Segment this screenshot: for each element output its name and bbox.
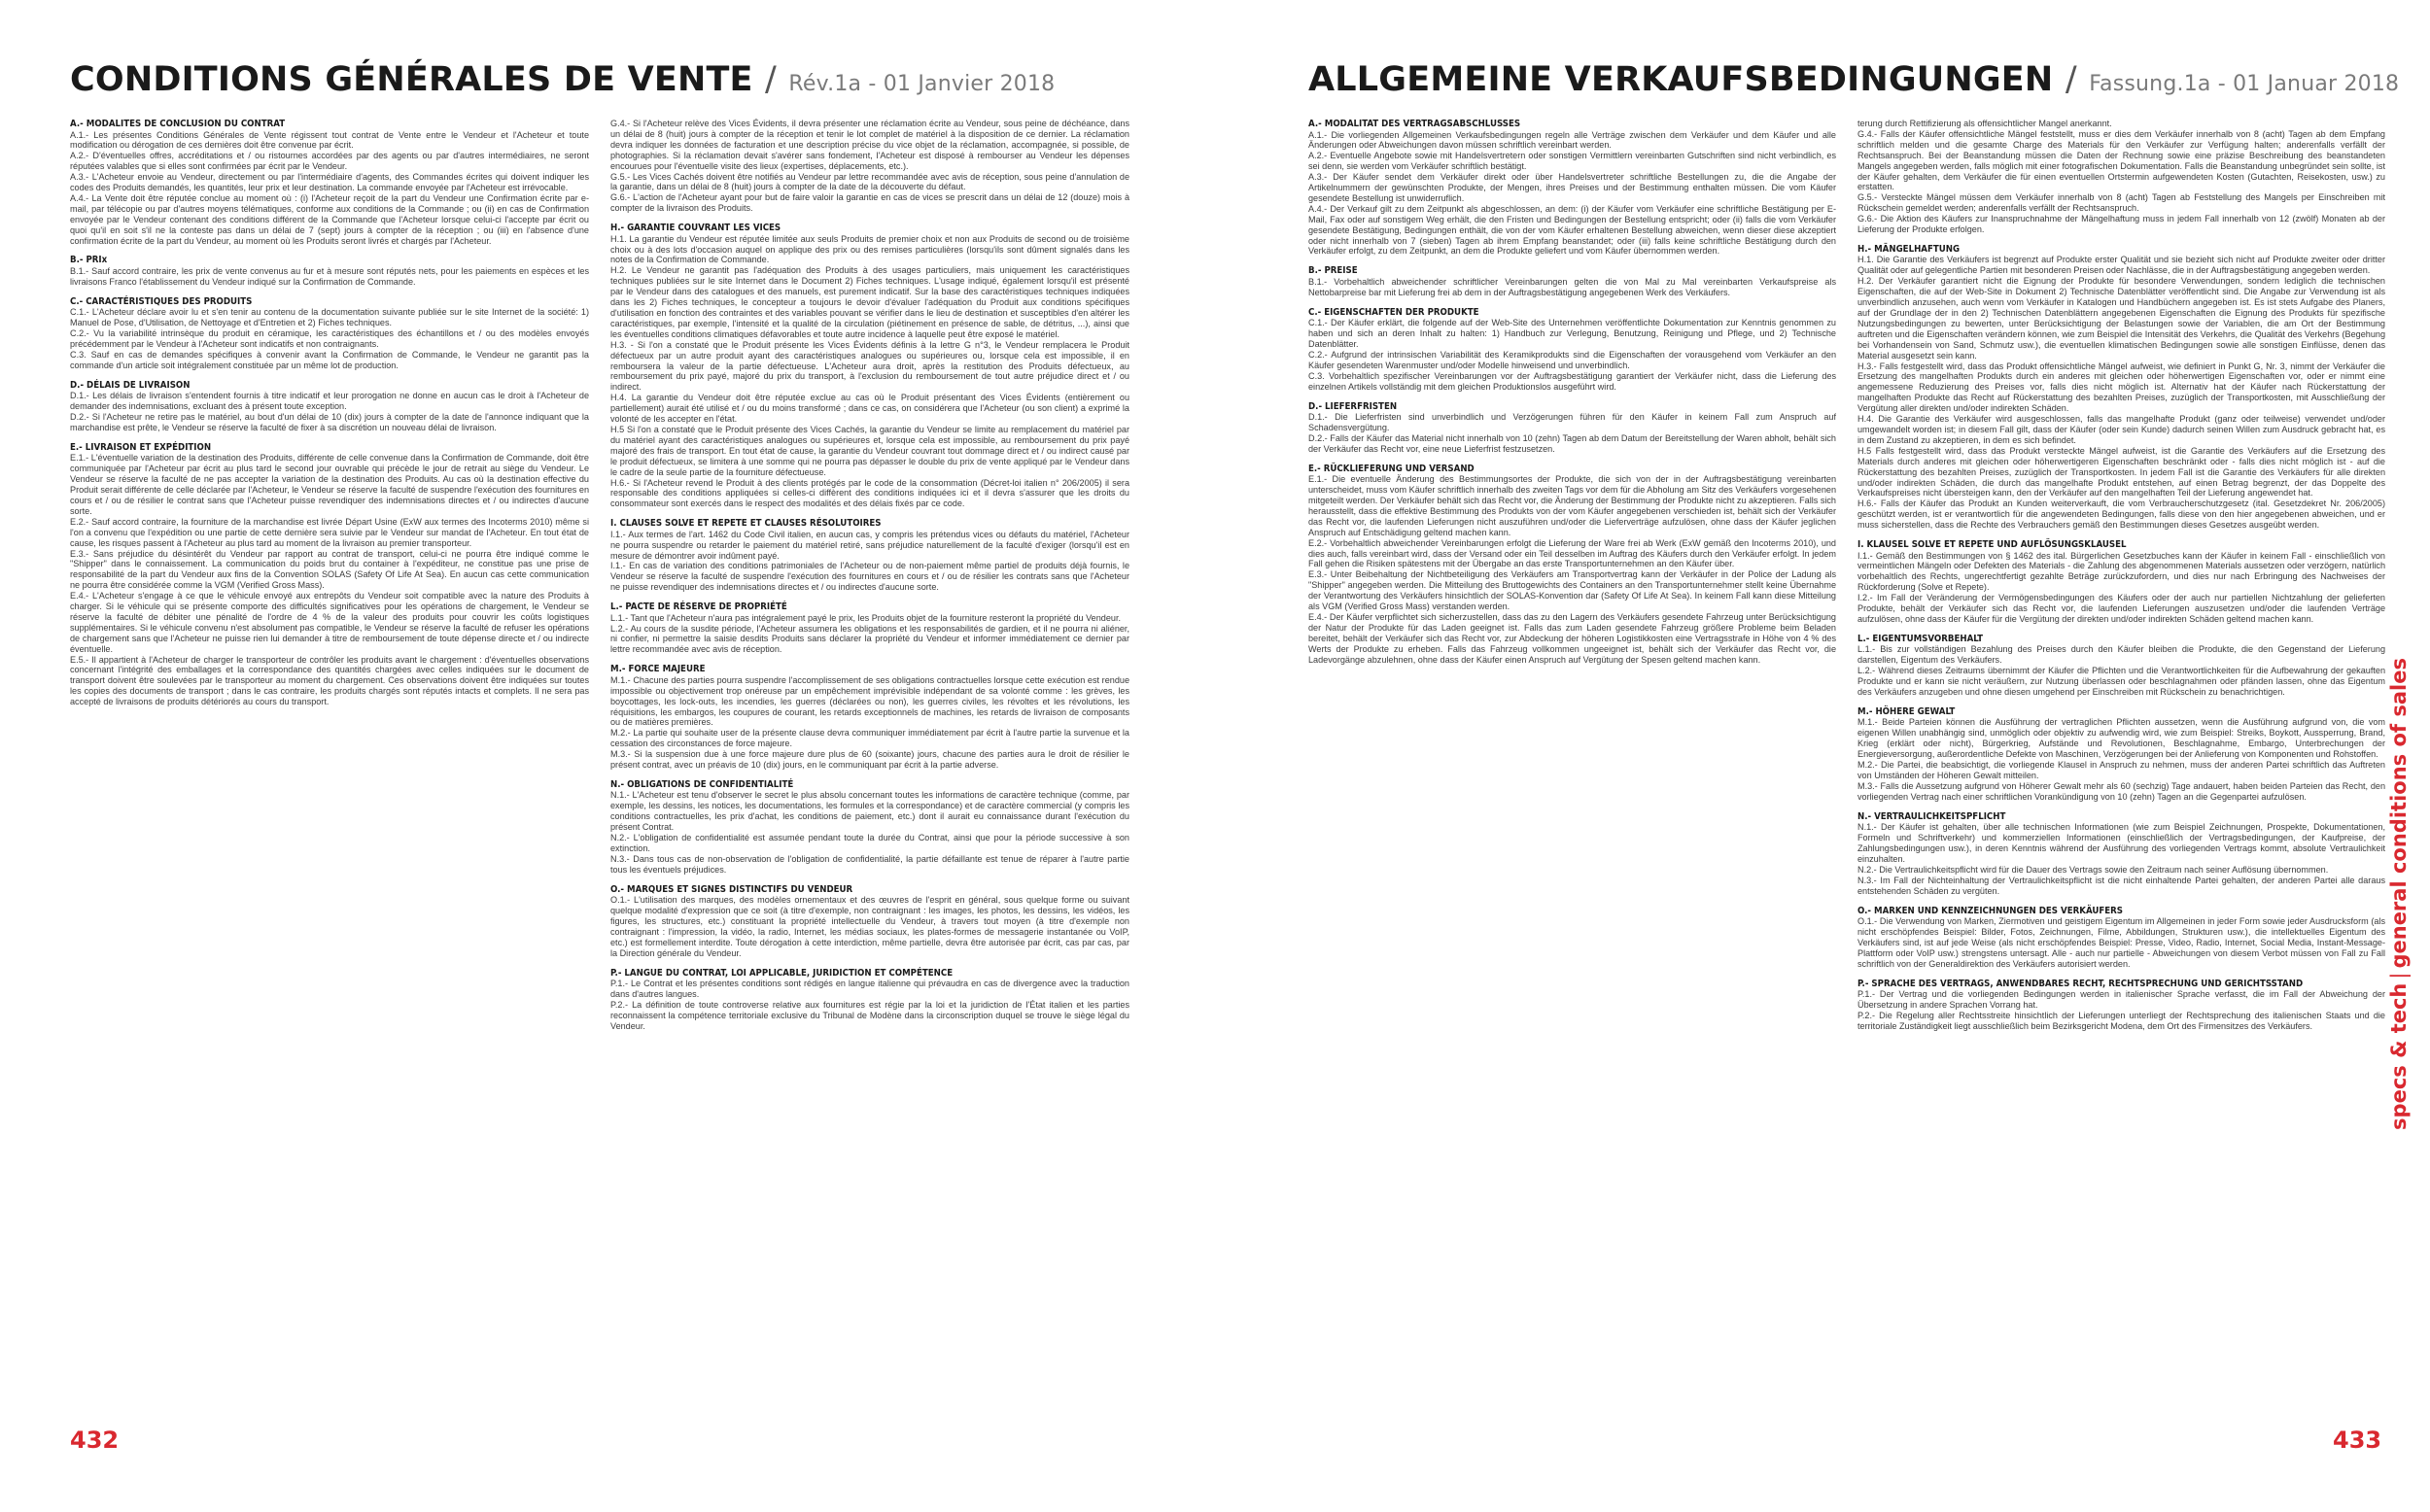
page-number: 433 xyxy=(2333,1426,2382,1454)
column-2 xyxy=(610,119,1129,1382)
clause-section xyxy=(610,601,1129,655)
clause-section xyxy=(1857,634,2385,698)
clause-body: H.1. La garantie du Vendeur est réputée limitée aux seuls Produits de premier choix et non aux Produits de second ou de troisième choix ou à des lots d'occasion auquel on applique des prix ou des remises particulières (lorsqu'ils sont dûment signalés dans les notes de la Confirmation de Commande. H.2. Le Vendeur ne garantit pas l'adéquation des Produits à des usages particuliers, mais uniquement les caractéristiques techniques publiées sur le site Internet dans le Document 2) Fiches techniques. L'usage indiqué, également lorsqu'il est présenté par le Vendeur dans des catalogues et des manuels, est purement indicatif. Sur la base des caractéristiques techniques indiquées dans les 2) Fiches techniques, le concepteur a toujours le devoir d'évaluer l'adéquation du Produit aux conditions spécifiques d'utilisation en fonction des contraintes et des variables pouvant se vérifier dans le lieu de destination et susceptibles d'en altérer les caractéristiques, par exemple, l'intensité et la qualité de la circulation (piétinement en présence de sable, de détritus, ...), ainsi que les éventuelles conditions climatiques défavorables et toute autre incidence à laquelle peut être exposé le matériel. H.3. - Si l'on a constaté que le Produit présente les Vices Évidents définis à la lettre G n°3, le Vendeur remplacera le Produit défectueux par un autre produit ayant des caractéristiques analogues ou supérieures ou, lorsque cela est impossible, il en remboursera la valeur de la partie défectueuse. L'Acheteur aura droit, après la restitution des Produits défectueux, au remboursement du prix payé, majoré du prix du transport, à l'exclusion du remboursement de tout autre préjudice direct et / ou indirect. H.4. La garantie du Vendeur doit être réputée exclue au cas où le Produit présentant des Vices Évidents (entièrement ou partiellement) aurait été utilisé et / ou du moins transformé ; dans ce cas, on considérera que l'Acheteur (ou son client) a exprimé la volonté de les accepter en l'état. H.5 Si l'on a constaté que le Produit présente des Vices Cachés, la garantie du Vendeur se limite au remplacement du matériel par du matériel ayant des caractéristiques analogues ou supérieures et, lorsque cela est impossible, au remboursement du prix payé majoré des frais de transport. En tout état de cause, la garantie du Vendeur couvrant tout dommage direct et / ou indirect causé par le produit défectueux, se limitera à une somme qui ne pourra pas dépasser le double du prix de vente appliqué par le Vendeur dans le cadre de la seule partie de la fourniture défectueuse. H.6.- Si l'Acheteur revend le Produit à des clients protégés par le code de la consommation (Décret-loi italien n° 206/2005) il sera responsable des conditions appliquées si celles-ci diffèrent des conditions indiquées ici et il devra s'assurer que les droits du consommateur sont exercés dans le respect des modalités et des délais fixés par ce code. xyxy=(610,233,1129,509)
clause-section xyxy=(610,664,1129,771)
clause-section xyxy=(1857,979,2385,1032)
clause-body: L.1.- Bis zur vollständigen Bezahlung des Preises durch den Käufer bleiben die Produkte, die den Gegenstand der Lieferung darstellen, Eigentum des Verkäufers. L.2.- Während dieses Zeitraums übernimmt der Käufer die Pflichten und die Verantwortlichkeiten für die Aufbewahrung der gekauften Produkte und er kann sie nicht veräußern, zur Nutzung überlassen oder beschlagnahmen oder pfänden lassen, ohne das Eigentum des Verkäufers anzugeben und ohne diesen umgehend per Einschreiben mit Rückschein zu benachrichtigen. xyxy=(1857,644,2385,697)
clause-heading: M.- HÖHERE GEWALT xyxy=(1857,705,1956,717)
clause-body: E.1.- L'éventuelle variation de la destination des Produits, différente de celle convenue dans la Confirmation de Commande, doit être communiquée par l'Acheteur par écrit au plus tard le second jour ouvrable qui précède le jour de retrait au siège du Vendeur. Le Vendeur se réserve la faculté de ne pas accepter la variation de la destination des Produits. Au cas où la destination effective du Produit serait différente de celle déclarée par l'Acheteur, le Vendeur se réserve la faculté de suspendre l'exécution des fournitures en cours et / ou de résilier le contrat sans que l'Acheteur puisse revendiquer des indemnisations directes et / ou indirectes d'aucune sorte. E.2.- Sauf accord contraire, la fourniture de la marchandise est livrée Départ Usine (ExW aux termes des Incoterms 2010) même si l'on a convenu que l'expédition ou une partie de cette dernière sera suivie par le Vendeur sur mandat de l'Acheteur. En tout état de cause, les risques passent à l'Acheteur au plus tard au moment de la livraison au premier transporteur. E.3.- Sans préjudice du désintérêt du Vendeur par rapport au contrat de transport, celui-ci ne pourra être indiqué comme le "Shipper" dans le connaissement. La communication du poids brut du container à l'expéditeur, ne constitue pas une prise de responsabilité de la part du Vendeur aux fins de la Convention SOLAS (Safety Of Life At Sea). En aucun cas cette communication ne pourra être considérée comme la VGM (Verified Gross Mass). E.4.- L'Acheteur s'engage à ce que le véhicule envoyé aux entrepôts du Vendeur soit compatible avec la nature des Produits à charger. Si le véhicule qui se présente comporte des difficultés significatives pour les opérations de chargement, le Vendeur se réserve la faculté de débiter une pénalité de l'ordre de 4 % de la valeur des produits pour couvrir les coûts logistiques supplémentaires. Si le véhicule convenu n'est absolument pas compatible, le Vendeur se réserve la faculté de refuser les opérations de chargement sans que l'Acheteur ne puisse rien lui demander à titre de remboursement de toute dépense directe et / ou indirecte éventuelle. E.5.- Il appartient à l'Acheteur de charger le transporteur de contrôler les produits avant le chargement : d'éventuelles observations concernant l'intégrité des emballages et la correspondance des quantités chargées avec celles indiquées sur le document de transport doivent être soulevées par le transporteur au moment du chargement. Ces observations doivent être indiquées sur toutes les copies des documents de transport ; dans le cas contraire, les produits chargés sont réputés intacts et complets. Il ne sera pas accepté de livraisons de produits détériorés au cours du transport. xyxy=(70,453,589,707)
clause-section xyxy=(1857,539,2385,625)
clause-heading: I. KLAUSEL SOLVE ET REPETE UND AUFLÖSUNGSKLAUSEL xyxy=(1857,539,2127,551)
clause-body: D.1.- Die Lieferfristen sind unverbindlich und Verzögerungen führen für den Käufer in keinem Fall zum Anspruch auf Schadensvergütung. D.2.- Falls der Käufer das Material nicht innerhalb von 10 (zehn) Tagen ab dem Datum der Bereitstellung der Waren abholt, behält sich der Verkäufer das Recht vor, eine neue Lieferfrist festzusetzen. xyxy=(1308,412,1836,454)
clause-body: H.1. Die Garantie des Verkäufers ist begrenzt auf Produkte erster Qualität und sie bezieht sich nicht auf Produkte zweiter oder dritter Qualität oder auf gelegentliche Partien mit besonderen Preisen oder Nachlässe, die in der Auftragsbestätigung angegeben werden. H.2. Der Verkäufer garantiert nicht die Eignung der Produkte für besondere Verwendungen, sondern lediglich die technischen Eigenschaften, die auf der Web-Site in Dokument 2) Technische Datenblätter veröffentlicht sind. Die Angabe zur Verwendung ist als unverbindlich anzusehen, auch wenn vom Verkäufer in Katalogen und Handbüchern angegeben ist. Es ist stets Aufgabe des Planers, auf der Grundlage der in den 2) Technischen Datenblättern angegebenen Eigenschaften die Eignung des Produkts für spezifische Nutzungsbedingungen zu bewerten, unter Berücksichtigung der Belastungen sowie der Variablen, die am Ort der Bestimmung auftreten und die Eigenschaften verändern können, wie zum Beispiel die Intensität des Verkehrs, die Qualität des Verkehrs (Begehung bei Vorhandensein von Sand, Schmutz usw.), die eventuellen klimatischen Bedingungen sowie alle sonstigen Einflüsse, denen das Material ausgesetzt sein kann. H.3.- Falls festgestellt wird, dass das Produkt offensichtliche Mängel aufweist, wie definiert in Punkt G, Nr. 3, nimmt der Verkäufer die Ersetzung des mangelhaften Produkts durch ein anderes mit gleichen oder höherwertigen Eigenschaften vor, oder er nimmt eine angemessene Reduzierung des Preises vor, falls dies nicht möglich ist. Alternativ hat der Käufer nach Rückerstattung der mangelhaften Produkte das Recht auf Rückerstattung des bezahlten Preises, zuzüglich der Transportkosten, mit Ausschließung der Vergütung aller direkten und/oder indirekten Schäden. H.4. Die Garantie des Verkäufer wird ausgeschlossen, falls das mangelhafte Produkt (ganz oder teilweise) verwendet und/oder umgewandelt worden ist; in diesem Fall gilt, dass der Käufer (oder sein Kunde) dadurch seinen Willen zum Ausdruck gebracht hat, es in dem Zustand zu akzeptieren, in dem es sich befindet. H.5 Falls festgestellt wird, dass das Produkt versteckte Mängel aufweist, ist die Garantie des Verkäufers auf die Ersetzung des Materials durch anderes mit gleichen oder höherwertigeren Eigenschaften beschränkt oder - falls dies nicht möglich ist - auf die Rückerstattung des bezahlten Preises, zuzüglich der Transportkosten. In jedem Fall ist die Garantie des Verkäufers für alle direkten und/oder indirekten Schäden, die durch das mangelhafte Produkt entstehen, auf einen Betrag begrenzt, der das Doppelte des Verkaufspreises nicht übersteigen kann, den der Verkäufer auf den mangelhaften Teil der Lieferung angewendet hat. H.6.- Falls der Käufer das Produkt an Kunden weiterverkauft, die vom Verbraucherschutzgesetz (ital. Gesetzdekret Nr. 206/2005) geschützt werden, ist er verantwortlich für die angewendeten Bedingungen, falls diese von den hier angegebenen abweichen, und er muss sicherstellen, dass die Rechte des Verbrauchers gemäß den Bestimmungen dieses Gesetzes ausgeübt werden. xyxy=(1857,255,2385,531)
clause-section xyxy=(1308,265,1836,297)
page-title-de xyxy=(1308,60,2399,99)
clause-heading: E.- LIVRAISON ET EXPÉDITION xyxy=(70,441,212,453)
clause-section xyxy=(1308,401,1836,455)
clause-section xyxy=(1857,811,2385,897)
clause-body: P.1.- Le Contrat et les présentes conditions sont rédigés en langue italienne qui prévaudra en cas de divergence avec la traduction dans d'autres langues. P.2.- La définition de toute controverse relative aux fournitures est régie par la loi et la juridiction de l'État italien et les parties reconnaissent la compétence territoriale exclusive du Tribunal de Modène dans la circonscription duquel se trouve le siège légal du Vendeur. xyxy=(610,979,1129,1031)
revision-label: Rév.1a - 01 Janvier 2018 xyxy=(788,72,1056,96)
side-tab xyxy=(2385,602,2413,1186)
title-text: ALLGEMEINE VERKAUFSBEDINGUNGEN xyxy=(1308,60,2054,99)
clause-body: M.1.- Chacune des parties pourra suspendre l'accomplissement de ses obligations contractuelles lorsque cette exécution est rendue impossible ou objectivement trop onéreuse par un empêchement imprévisible indépendant de sa volonté comme : les grèves, les boycottages, les lock-outs, les incendies, les guerres (déclarées ou non), les guerres civiles, les révoltes et les révolutions, les réquisitions, les embargos, les coupures de courant, les retards exceptionnels de machines, les retards de livraison de composants ou de matières premières. M.2.- La partie qui souhaite user de la présente clause devra communiquer immédiatement par écrit à l'autre partie la survenue et la cessation des circonstances de force majeure. M.3.- Si la suspension due à une force majeure dure plus de 60 (soixante) jours, chacune des parties aura le droit de résilier le présent contrat, avec un préavis de 10 (dix) jours, en le communiquant par écrit à la partie adverse. xyxy=(610,674,1129,771)
clause-body: terung durch Rettifizierung als offensichtlicher Mangel anerkannt. G.4.- Falls der Käufer offensichtliche Mängel feststellt, muss er dies dem Verkäufer innerhalb von 8 (acht) Tagen ab dem Empfang schriftlich melden und die gesamte Charge des Materials für den Verkäufer zur Verfügung halten; anderenfalls verfällt der Rechtsanspruch. Bei der Beanstandung müssen die Daten der Rechnung sowie eine präzise Beschreibung des beanstandeten Mangels angegeben werden, falls möglich mit einer fotografischen Dokumentation. Falls die Beanstandung unbegründet sein sollte, ist der Käufer gehalten, dem Verkäufer die für einen eventuellen Ortstermin aufgewendeten Kosten (Gutachten, Reisekosten, usw.) zu erstatten. G.5.- Versteckte Mängel müssen dem Verkäufer innerhalb von 8 (acht) Tagen ab Feststellung des Mangels per Einschreiben mit Rückschein gemeldet werden; anderenfalls verfällt der Rechtsanspruch. G.6.- Die Aktion des Käufers zur Inanspruchnahme der Mängelhaftung muss in jedem Fall innerhalb von 12 (zwölf) Monaten ab der Lieferung der Produkte erfolgen. xyxy=(1857,119,2385,235)
side-tab-secondary: general conditions of sales xyxy=(2387,658,2411,969)
clause-section xyxy=(610,223,1129,509)
clause-body: I.1.- Aux termes de l'art. 1462 du Code Civil italien, en aucun cas, y compris les prétendus vices ou défauts du matériel, l'Acheteur ne pourra suspendre ou retarder le paiement du matériel retiré, sans préjudice naturellement de la faculté d'exiger (lorsqu'il est en mesure de démontrer avoir indûment payé. I.1.- En cas de variation des conditions patrimoniales de l'Acheteur ou de non-paiement même partiel de produits déjà fournis, le Vendeur se réserve la faculté de suspendre l'exécution des fournitures en cours et / ou de résilier les contrats sans que l'Acheteur ne puisse revendiquer des indemnisations directes et / ou indirectes d'aucune sorte. xyxy=(610,529,1129,593)
clause-body: D.1.- Les délais de livraison s'entendent fournis à titre indicatif et leur prorogation ne donne en aucun cas le droit à l'Acheteur de demander des indemnisations, excluant des à présent toute exception. D.2.- Si l'Acheteur ne retire pas le matériel, au bout d'un délai de 10 (dix) jours à compter de la date de l'annonce indiquant que la marchandise est prête, le Vendeur se réserve la faculté de fixer à sa discrétion un nouveau délai de livraison. xyxy=(70,391,589,432)
clause-body: B.1.- Sauf accord contraire, les prix de vente convenus au fur et à mesure sont réputés nets, pour les paiements en espèces et les livraisons Franco l'établissement du Vendeur indiqué sur la Confirmation de Commande. xyxy=(70,265,589,287)
clause-body: P.1.- Der Vertrag und die vorliegenden Bedingungen werden in italienischer Sprache verfasst, die im Fall der Abweichung der Übersetzung in andere Sprachen Vorrang hat. P.2.- Die Regelung aller Rechtsstreite hinsichtlich der Lieferungen unterliegt der Rechtsprechung des italienischen Staats und die territoriale Zuständigkeit liegt ausschließlich beim Bezirksgericht Modena, dem Ort des Firmensitzes des Verkäufers. xyxy=(1857,989,2385,1031)
clause-body: B.1.- Vorbehaltlich abweichender schriftlicher Vereinbarungen gelten die von Mal zu Mal vereinbarten Verkaufspreise als Nettobarpreise bar mit Lieferung frei ab dem in der Auftragsbestätigung angegebenen Werk des Verkäufers. xyxy=(1308,276,1836,297)
clause-heading: D.- LIEFERFRISTEN xyxy=(1308,400,1398,412)
side-tab-separator: | xyxy=(2387,972,2411,979)
title-separator: / xyxy=(2065,60,2077,99)
clause-heading: B.- PREISE xyxy=(1308,265,1358,277)
text-columns xyxy=(70,119,1129,1382)
clause-section xyxy=(1857,244,2385,531)
clause-section xyxy=(610,779,1129,876)
clause-body: L.1.- Tant que l'Acheteur n'aura pas intégralement payé le prix, les Produits objet de la fourniture resteront la propriété du Vendeur. L.2.- Au cours de la susdite période, l'Acheteur assumera les obligations et les responsabilités de gardien, et il ne pourra ni aliéner, ni confier, ni permettre la saisie desdits Produits sans déclarer la propriété du Vendeur et informer immédiatement ce dernier par lettre recommandée avec avis de réception. xyxy=(610,612,1129,655)
clause-heading: M.- FORCE MAJEURE xyxy=(610,664,706,675)
clause-heading: L.- PACTE DE RÉSERVE DE PROPRIÉTÉ xyxy=(610,601,787,613)
clause-heading: O.- MARKEN UND KENNZEICHNUNGEN DES VERKÄUFERS xyxy=(1857,905,2123,916)
clause-body: C.1.- L'Acheteur déclare avoir lu et s'en tenir au contenu de la documentation suivante publiée sur le site Internet de la société: 1) Manuel de Pose, d'Utilisation, de Nettoyage et d'Entretien et 2) Fiches techniques. C.2.- Vu la variabilité intrinsèque du produit en céramique, les caractéristiques des échantillons et / ou des modèles envoyés précédemment par le Vendeur à l'Acheteur sont indicatifs et non contraignants. C.3. Sauf en cas de demandes spécifiques à convenir avant la Confirmation de Commande, le Vendeur ne garantit pas la commande d'un article soit intégralement constituée par un même lot de production. xyxy=(70,307,589,370)
clause-section xyxy=(1308,307,1836,393)
column-2 xyxy=(1857,119,2385,1382)
clause-section xyxy=(1857,706,2385,803)
clause-heading: P.- LANGUE DU CONTRAT, LOI APPLICABLE, JURIDICTION ET COMPÉTENCE xyxy=(610,967,954,979)
revision-label: Fassung.1a - 01 Januar 2018 xyxy=(2089,72,2400,96)
clause-heading: L.- EIGENTUMSVORBEHALT xyxy=(1857,633,1984,644)
column-1 xyxy=(1308,119,1836,1382)
clause-body: M.1.- Beide Parteien können die Ausführung der vertraglichen Pflichten aussetzen, wenn die Ausführung aufgrund von, die vom eigenen Willen unabhängig sind, unmöglich oder objektiv zu aufwendig wird, wie zum Beispiel: Streiks, Boykott, Aussperrung, Brand, Krieg (erklärt oder nicht), Bürgerkrieg, Aufstände und Revolutionen, Beschlagnahme, Embargo, Unterbrechungen der Energieversorgung, außerordentliche Defekte von Maschinen, Verzögerungen bei der Anlieferung von Komponenten und Rohstoffen. M.2.- Die Partei, die beabsichtigt, die vorliegende Klausel in Anspruch zu nehmen, muss der anderen Partei schriftlich das Auftreten von Umständen der Höheren Gewalt mitteilen. M.3.- Falls die Aussetzung aufgrund von Höherer Gewalt mehr als 60 (sechzig) Tage andauert, haben beiden Parteien das Recht, den vorliegenden Vertrag nach einer schriftlichen Vorankündigung von 10 (zehn) Tagen an die Gegenpartei aufzulösen. xyxy=(1857,717,2385,802)
clause-heading: O.- MARQUES ET SIGNES DISTINCTIFS DU VENDEUR xyxy=(610,883,853,895)
text-columns xyxy=(1308,119,2385,1382)
clause-section xyxy=(1857,119,2385,235)
clause-section xyxy=(1308,119,1836,257)
side-tab-label xyxy=(2387,658,2411,1130)
clause-body: O.1.- L'utilisation des marques, des modèles ornementaux et des œuvres de l'esprit en général, sous quelque forme ou suivant quelque modalité d'expression que ce soit (à titre d'exemple, non contraignant : les images, les photos, les dessins, les vidéos, les figures, les structures, etc.) constituant la propriété intellectuelle du Vendeur, à travers tout moyen (à titre d'exemple non contraignant : l'impression, la vidéo, la radio, Internet, les médias sociaux, les plates-formes de messagerie instantanée ou VoIP, etc.) est formellement interdite. Toute dérogation à cette interdiction, même partielle, devra être autorisée par écrit, cas par cas, par la Direction générale du Vendeur. xyxy=(610,895,1129,958)
clause-body: A.1.- Die vorliegenden Allgemeinen Verkaufsbedingungen regeln alle Verträge zwischen dem Verkäufer und dem Käufer und alle Änderungen oder Abweichungen davon müssen schriftlich vereinbart werden. A.2.- Eventuelle Angebote sowie mit Handelsvertretern oder sonstigen Vermittlern vereinbarten Gutschriften sind nicht verbindlich, es sei denn, sie werden vom Verkäufer schriftlich bestätigt. A.3.- Der Käufer sendet dem Verkäufer direkt oder über Handelsvertreter schriftliche Bestellungen zu, die die Angabe der Artikelnummern der gewünschten Produkte, der Mengen, ihres Preises und der Bestimmung enthalten müssen. Die vom Käufer gesendete Bestellung ist unwiderruflich. A.4.- Der Verkauf gilt zu dem Zeitpunkt als abgeschlossen, an dem: (i) der Käufer vom Verkäufer eine schriftliche Bestätigung per E-Mail, Fax oder auf sonstigem Weg erhält, die den Fristen und Bedingungen der Bestellung entspricht; oder (ii) falls die vom Verkäufer gesendete Bestätigung, Bedingungen enthält, die von der vom Käufer erhaltenen Bestellung abweichen, wenn dieser diese akzeptiert oder nicht innerhalb von 7 (sieben) Tagen ab ihrem Empfang beanstandet; oder (iii) falls keine schriftliche Bestätigung durch den Verkäufer erfolgt, zu dem Zeitpunkt, an dem die Produkte geliefert und vom Käufer übernommen werden. xyxy=(1308,129,1836,257)
clause-heading: B.- PRIx xyxy=(70,255,108,266)
clause-section xyxy=(70,442,589,707)
clause-heading: P.- SPRACHE DES VERTRAGS, ANWENDBARES RECHT, RECHTSPRECHUNG UND GERICHTSSTAND xyxy=(1857,978,2304,989)
clause-section xyxy=(610,518,1129,593)
clause-heading: D.- DÉLAIS DE LIVRAISON xyxy=(70,379,191,391)
clause-section xyxy=(610,884,1129,959)
clause-body: C.1.- Der Käufer erklärt, die folgende auf der Web-Site des Unternehmen veröffentlichte Dokumentation zur Kenntnis genommen zu haben und sich an deren Inhalt zu halten: 1) Handbuch zur Verlegung, Benutzung, Reinigung und Pflege, und 2) Technische Datenblätter. C.2.- Aufgrund der intrinsischen Variabilität des Keramikprodukts sind die Eigenschaften der vorausgehend vom Verkäufer an den Käufer gesendeten Warenmuster und/oder Modelle hinweisend und unverbindlich. C.3. Vorbehaltlich spezifischer Vereinbarungen vor der Auftragsbestätigung garantiert der Verkäufer nicht, dass die Lieferung des einzelnen Artikels vollständig mit dem gleichen Produktionslos ausgeführt wird. xyxy=(1308,318,1836,392)
clause-body: N.1.- Der Käufer ist gehalten, über alle technischen Informationen (wie zum Beispiel Zeichnungen, Prospekte, Dokumentationen, Formeln und Schriftverkehr) und kommerziellen Informationen (einschließlich der Vertragsbedingungen, der Kaufpreise, der Zahlungsbedingungen usw.), in deren Kenntnis während der Ausführung des vorliegenden Vertrags kommt, absolute Vertraulichkeit einzuhalten. N.2.- Die Vertraulichkeitspflicht wird für die Dauer des Vertrags sowie den Zeitraum nach seiner Auflösung übernommen. N.3.- Im Fall der Nichteinhaltung der Vertraulichkeitspflicht ist die nicht einhaltende Partei gehalten, der anderen Partei alle daraus entstehenden Schäden zu vergüten. xyxy=(1857,822,2385,896)
clause-heading: N.- OBLIGATIONS DE CONFIDENTIALITÉ xyxy=(610,778,794,790)
clause-body: E.1.- Die eventuelle Änderung des Bestimmungsortes der Produkte, die sich von der in der Auftragsbestätigung vereinbarten unterscheidet, muss vom Käufer schriftlich innerhalb des zweiten Tags vor dem für die Abholung am Sitz des Verkäufers vorgesehenen mitgeteilt werden. Der Verkäufer behält sich das Recht vor, die Änderung der Bestimmung der Produkte nicht zu akzeptieren. Falls sich herausstellt, dass die effektive Bestimmung des Produkts von der vom Käufer angegebenen verschieden ist, behält sich der Verkäufer das Recht vor, die laufenden Lieferungen nicht auszuführen und/oder die Lieferverträge aufzulösen, ohne dass der Käufer jeglichen Anspruch auf Entschädigung geltend machen kann. E.2.- Vorbehaltlich abweichender Vereinbarungen erfolgt die Lieferung der Ware frei ab Werk (ExW gemäß den Incoterms 2010), und dies auch, falls vereinbart wird, dass der Versand oder ein Teil desselben im Auftrag des Käufers durch den Verkäufer erfolgt. In jedem Fall gehen die Risiken spätestens mit der Übergabe an das erste Transportunternehmen an den Käufer über. E.3.- Unter Beibehaltung der Nichtbeteiligung des Verkäufers am Transportvertrag kann der Verkäufer in der Police der Ladung als "Shipper" angegeben werden. Die Mitteilung des Bruttogewichts des Containers an den Transportunternehmer stellt keine Übernahme der Verantwortung des Verkäufers hinsichtlich der SOLAS-Konvention dar (Safety Of Life At Sea). In keinem Fall kann diese Mitteilung als VGM (Verified Gross Mass) verstanden werden. E.4.- Der Käufer verpflichtet sich sicherzustellen, dass das zu den Lagern des Verkäufers gesendete Fahrzeug unter Berücksichtigung der Natur der Produkte für das Laden geeignet ist. Falls das zum Laden gesendete Fahrzeug größere Probleme beim Beladen bereitet, behält der Verkäufer sich das Recht vor, zur Abdeckung der höheren Logistikkosten eine Vertragsstrafe in Höhe von 4 % des Werts der Produkte zu erheben. Falls das Fahrzeug vollkommen ungeeignet ist, behält sich der Verkäufer das Recht vor, die Ladevorgänge abzulehnen, ohne dass der Käufer einen Anspruch auf Vergütung der Spesen geltend machen kann. xyxy=(1308,474,1836,665)
clause-heading: H.- MÄNGELHAFTUNG xyxy=(1857,243,1961,255)
page-number: 432 xyxy=(70,1426,120,1454)
clause-section xyxy=(70,380,589,433)
clause-section xyxy=(70,296,589,371)
title-separator: / xyxy=(765,60,778,99)
clause-heading: A.- MODALITÄT DES VERTRAGSABSCHLUSSES xyxy=(1308,119,1521,129)
right-page xyxy=(1215,0,2430,1512)
clause-heading: A.- MODALITÉS DE CONCLUSION DU CONTRAT xyxy=(70,119,286,129)
clause-section xyxy=(610,119,1129,214)
clause-section xyxy=(1857,906,2385,970)
clause-heading: N.- VERTRAULICHKEITSPFLICHT xyxy=(1857,810,2006,822)
column-1 xyxy=(70,119,589,1382)
clause-body: I.1.- Gemäß den Bestimmungen von § 1462 des ital. Bürgerlichen Gesetzbuches kann der Käufer in keinem Fall - einschließlich von vermeintlichen Mängeln oder Defekten des Materials - die Zahlung des abgenommenen Materials aussetzen oder verzögern, natürlich vorbehaltlich des Rechts, ungerechtfertigt gezahlte Beträge zurückzufordern, und dies nur nach Erbringung des Nachweises der Rückforderung (Solve et Repete). I.2.- Im Fall der Veränderung der Vermögensbedingungen des Käufers oder der auch nur partiellen Nichtzahlung der gelieferten Produkte, behält der Verkäufer sich das Recht vor, die laufenden Lieferungen auszusetzen und/oder die laufenden Verträge aufzulösen, ohne dass der Käufer für die Vergütung der direkten und/oder indirekten Schäden geltend machen kann. xyxy=(1857,550,2385,624)
clause-heading: H.- GARANTIE COUVRANT LES VICES xyxy=(610,223,781,234)
clause-body: O.1.- Die Verwendung von Marken, Ziermotiven und geistigem Eigentum im Allgemeinen in jeder Form sowie jeder Ausdrucksform (als nicht erschöpfendes Beispiel: Bilder, Fotos, Zeichnungen, Filme, Abbildungen, Strukturen usw.), die intellektuelles Eigentum des Verkäufers sind, ist auf jede Weise (als nicht erschöpfendes Beispiel: Presse, Video, Radio, Internet, Social Media, Instant-Message-Plattform oder VoIP usw.) strengstens untersagt. Alle - auch nur partielle - Abweichungen von diesem Verbot müssen von Fall zu Fall schriftlich von der Generaldirektion des Verkäufers autorisiert werden. xyxy=(1857,916,2385,969)
title-text: CONDITIONS GÉNÉRALES DE VENTE xyxy=(70,60,753,99)
clause-heading: E.- RÜCKLIEFERUNG UND VERSAND xyxy=(1308,463,1475,474)
clause-body: A.1.- Les présentes Conditions Générales de Vente régissent tout contrat de Vente entre le Vendeur et l'Acheteur et toute modification ou dérogation de ces dernières doit être convenue par écrit. A.2.- D'éventuelles offres, accréditations et / ou ristournes accordées par des agents ou par d'autres intermédiaires, ne seront réputées valables que si elles sont confirmées par écrit par le Vendeur. A.3.- L'Acheteur envoie au Vendeur, directement ou par l'intermédiaire d'agents, des Commandes écrites qui doivent indiquer les codes des Produits demandés, les quantités, leur prix et leur destination. La commande envoyée par l'Acheteur est irrévocable. A.4.- La Vente doit être réputée conclue au moment où : (i) l'Acheteur reçoit de la part du Vendeur une Confirmation écrite par e-mail, par télécopie ou par d'autres moyens télématiques, conforme aux conditions de la Commande ; ou (ii) en cas de Confirmation envoyée par le Vendeur contenant des conditions différent de la Commande que l'Acheteur lorsque celui-ci l'accepte par écrit ou quoi qu'il en soit s'il ne la conteste pas dans un délai de 7 (sept) jours à compter de la réception ; ou (iii) en l'absence d'une confirmation écrite de la part du Vendeur, au moment où les Produits seront livrés et chargés par l'Acheteur. xyxy=(70,129,589,246)
clause-section xyxy=(70,255,589,287)
clause-heading: C.- EIGENSCHAFTEN DER PRODUKTE xyxy=(1308,306,1479,318)
clause-section xyxy=(610,968,1129,1032)
clause-body: G.4.- Si l'Acheteur relève des Vices Évidents, il devra présenter une réclamation écrite au Vendeur, sous peine de déchéance, dans un délai de 8 (huit) jours à compter de la réception et tenir le lot complet de matériel à la disposition de ce dernier. La réclamation devra indiquer les données de facturation et une description précise du vice objet de la réclamation, accompagnée, si possible, de photographies. Si la réclamation devait s'avérer sans fondement, l'Acheteur est disposé à rembourser au Vendeur les dépenses encourues pour l'éventuelle visite des lieux (expertises, déplacements, etc.). G.5.- Les Vices Cachés doivent être notifiés au Vendeur par lettre recommandée avec avis de réception, sous peine d'annulation de la garantie, dans un délai de 8 (huit) jours à compter de la date de la découverte du défaut. G.6.- L'action de l'Acheteur ayant pour but de faire valoir la garantie en cas de vices se prescrit dans un délai de 12 (douze) mois à compter de la livraison des Produits. xyxy=(610,119,1129,214)
page-title-fr xyxy=(70,60,1055,99)
side-tab-primary: specs & tech xyxy=(2387,982,2411,1130)
clause-section xyxy=(70,119,589,246)
clause-heading: C.- CARACTÉRISTIQUES DES PRODUITS xyxy=(70,295,253,307)
clause-heading: I. CLAUSES SOLVE ET REPETE ET CLAUSES RÉSOLUTOIRES xyxy=(610,518,882,530)
clause-section xyxy=(1308,464,1836,666)
clause-body: N.1.- L'Acheteur est tenu d'observer le secret le plus absolu concernant toutes les informations de caractère technique (comme, par exemple, les dessins, les notices, les documentations, les formules et la correspondance) et de caractère commercial (y compris les conditions contractuelles, les prix d'achat, les conditions de paiement, etc.) dont il aurait eu connaissance durant l'exécution du présent Contrat. N.2.- L'obligation de confidentialité est assumée pendant toute la durée du Contrat, ainsi que pour la période successive à son extinction. N.3.- Dans tous cas de non-observation de l'obligation de confidentialité, la partie défaillante est tenue de réparer à l'autre partie tous les éventuels préjudices. xyxy=(610,790,1129,875)
